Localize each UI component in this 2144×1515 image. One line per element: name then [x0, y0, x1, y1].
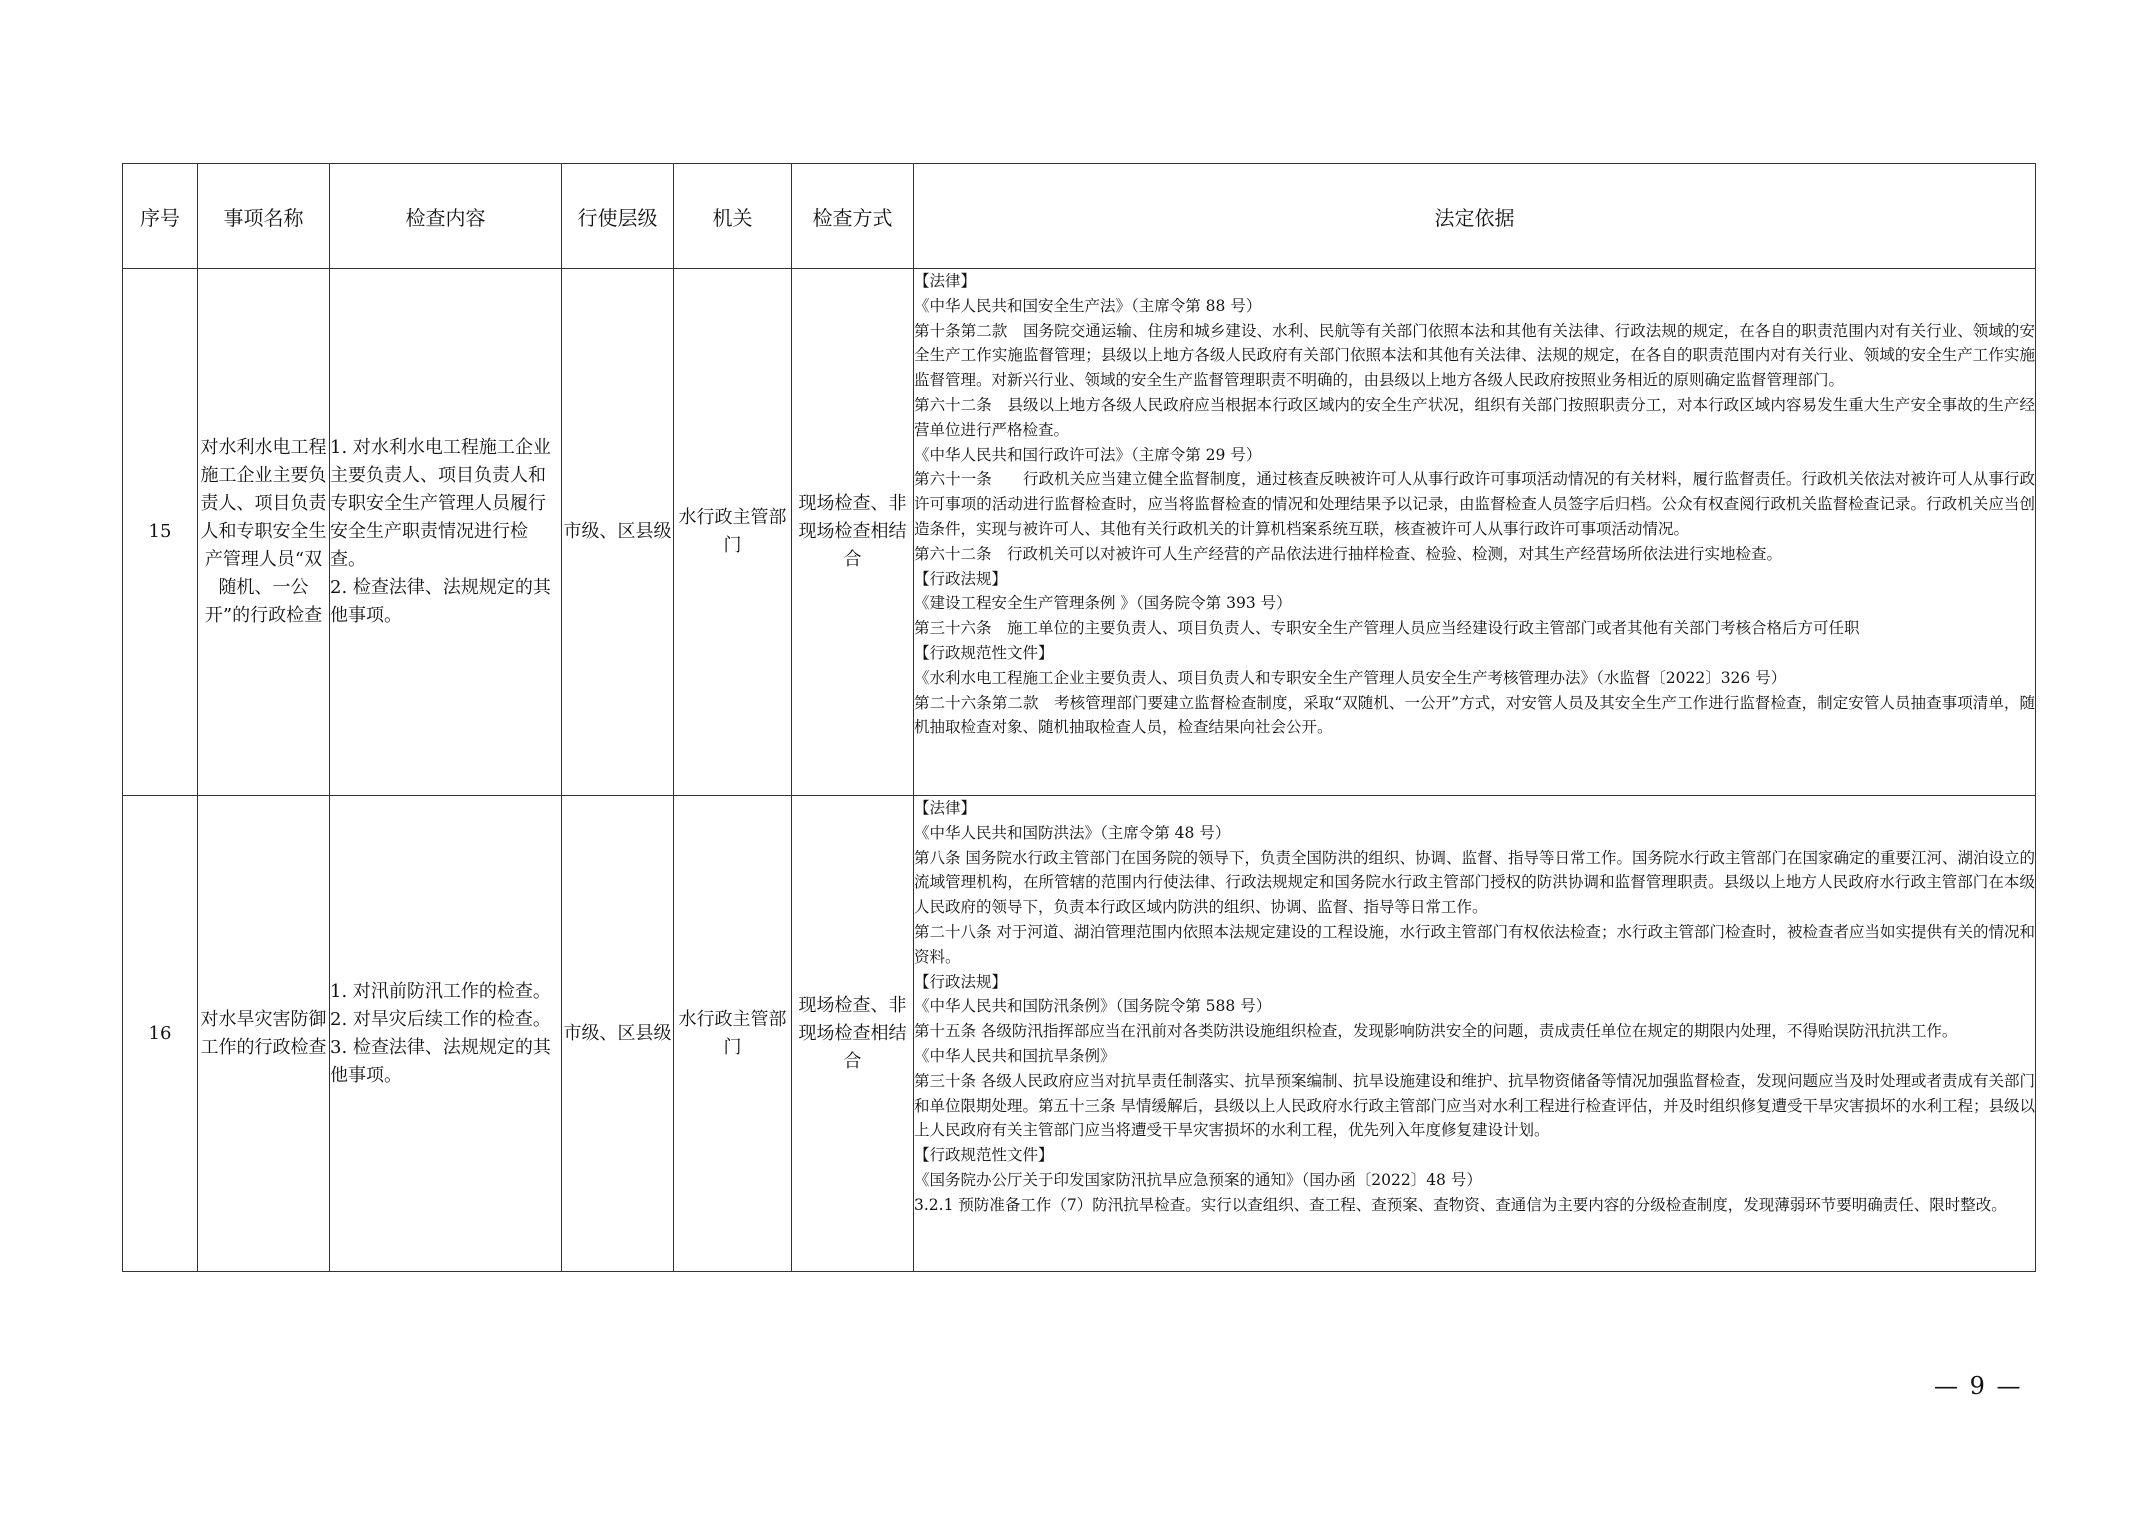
basis-line: 第六十二条 县级以上地方各级人民政府应当根据本行政区域内的安全生产状况，组织有关部门按照职责分工，对本行政区域内容易发生重大生产安全事故的生产经营单位进行严格检查。	[914, 395, 2035, 439]
row-level: 市级、区县级	[562, 796, 674, 1272]
header-agency: 机关	[674, 164, 792, 269]
row-name: 对水旱灾害防御工作的行政检查	[198, 796, 330, 1272]
basis-line: 《中华人民共和国行政许可法》（主席令第 29 号）	[914, 445, 1262, 464]
basis-line: 《水利水电工程施工企业主要负责人、项目负责人和专职安全生产管理人员安全生产考核管理办法》（水监督〔2022〕326 号）	[914, 668, 1787, 687]
basis-line: 【行政规范性文件】	[914, 1146, 1054, 1165]
header-content: 检查内容	[330, 164, 562, 269]
row-name: 对水利水电工程施工企业主要负责人、项目负责人和专职安全生产管理人员“双随机、一公开”的行政检查	[198, 269, 330, 796]
basis-line: 《中华人民共和国防汛条例》（国务院令第 588 号）	[914, 997, 1272, 1016]
row-method: 现场检查、非现场检查相结合	[792, 796, 914, 1272]
basis-line: 【法律】	[914, 799, 977, 817]
row-method: 现场检查、非现场检查相结合	[792, 269, 914, 796]
header-name: 事项名称	[198, 164, 330, 269]
content-item: 3. 检查法律、法规规定的其他事项。	[330, 1036, 551, 1086]
basis-line: 第二十八条 对于河道、湖泊管理范围内依照本法规定建设的工程设施，水行政主管部门有权依法检查；水行政主管部门检查时，被检查者应当如实提供有关的情况和资料。	[914, 922, 2035, 966]
basis-line: 《中华人民共和国安全生产法》（主席令第 88 号）	[914, 296, 1262, 315]
basis-line: 第八条 国务院水行政主管部门在国务院的领导下，负责全国防洪的组织、协调、监督、指导等日常工作。国务院水行政主管部门在国家确定的重要江河、湖泊设立的流域管理机构，在所管辖的范围内行使法律、行政法规规定和国务院水行政主管部门授权的防洪协调和监督管理职责。县级以上地方人民政府水行政主管部门在本级人民政府的领导下，负责本行政区域内防洪的组织、协调、监督、指导等日常工作。	[914, 848, 2035, 917]
table-row	[123, 796, 2036, 1272]
basis-line: 【行政法规】	[914, 569, 1008, 588]
basis-line: 3.2.1 预防准备工作（7）防汛抗旱检查。实行以查组织、查工程、查预案、查物资、查通信为主要内容的分级检查制度，发现薄弱环节要明确责任、限时整改。	[914, 1195, 2007, 1214]
basis-line: 《中华人民共和国防洪法》（主席令第 48 号）	[914, 823, 1231, 842]
header-basis: 法定依据	[914, 164, 2036, 269]
content-item: 2. 对旱灾后续工作的检查。	[330, 1008, 551, 1030]
content-item: 2. 检查法律、法规规定的其他事项。	[330, 577, 551, 626]
row-level: 市级、区县级	[562, 269, 674, 796]
basis-line: 【行政规范性文件】	[914, 643, 1054, 662]
header-level: 行使层级	[562, 164, 674, 269]
basis-line: 《国务院办公厅关于印发国家防汛抗旱应急预案的通知》（国办函〔2022〕48 号）	[914, 1170, 1482, 1189]
basis-line: 第六十二条 行政机关可以对被许可人生产经营的产品依法进行抽样检查、检验、检测，对其生产经营场所依法进行实地检查。	[914, 544, 1783, 563]
basis-line: 【行政法规】	[914, 972, 1008, 991]
basis-line: 第三十条 各级人民政府应当对抗旱责任制落实、抗旱预案编制、抗旱设施建设和维护、抗旱物资储备等情况加强监督检查，发现问题应当及时处理或者责成有关部门和单位限期处理。第五十三条 旱情缓解后，县级以上人民政府水行政主管部门应当对水利工程进行检查评估，并及时组织修复遭受干旱灾害损坏的水利工程；县级以上人民政府有关主管部门应当将遭受干旱灾害损坏的水利工程，优先列入年度修复建设计划。	[914, 1071, 2035, 1140]
content-item: 1. 对水利水电工程施工企业主要负责人、项目负责人和专职安全生产管理人员履行安全生产职责情况进行检查。	[330, 437, 551, 570]
basis-line: 第六十一条 行政机关应当建立健全监督制度，通过核查反映被许可人从事行政许可事项活动情况的有关材料，履行监督责任。行政机关依法对被许可人从事行政许可事项的活动进行监督检查时，应当将监督检查的情况和处理结果予以记录，由监督检查人员签字后归档。公众有权查阅行政机关监督检查记录。行政机关应当创造条件，实现与被许可人、其他有关行政机关的计算机档案系统互联，核查被许可人从事行政许可事项活动情况。	[914, 470, 2035, 538]
row-basis	[914, 269, 2036, 796]
basis-line: 第三十六条 施工单位的主要负责人、项目负责人、专职安全生产管理人员应当经建设行政主管部门或者其他有关部门考核合格后方可任职	[914, 619, 1860, 638]
basis-line: 《建设工程安全生产管理条例 》（国务院令第 393 号）	[914, 594, 1292, 613]
row-content	[330, 269, 562, 796]
table-row	[123, 269, 2036, 796]
basis-line: 《中华人民共和国抗旱条例》	[914, 1046, 1116, 1065]
row-agency: 水行政主管部门	[674, 796, 792, 1272]
content-item: 1. 对汛前防汛工作的检查。	[330, 980, 551, 1002]
header-method: 检查方式	[792, 164, 914, 269]
row-content	[330, 796, 562, 1272]
basis-line: 【法律】	[914, 272, 977, 290]
row-seq: 15	[123, 269, 198, 796]
inspection-table	[122, 163, 2036, 1272]
header-seq: 序号	[123, 164, 198, 269]
row-basis	[914, 796, 2036, 1272]
row-agency: 水行政主管部门	[674, 269, 792, 796]
basis-line: 第十条第二款 国务院交通运输、住房和城乡建设、水利、民航等有关部门依照本法和其他有关法律、行政法规的规定，在各自的职责范围内对有关行业、领域的安全生产工作实施监督管理；县级以上地方各级人民政府有关部门依照本法和其他有关法律、法规的规定，在各自的职责范围内对有关行业、领域的安全生产工作实施监督管理。对新兴行业、领域的安全生产监督管理职责不明确的，由县级以上地方各级人民政府按照业务相近的原则确定监督管理部门。	[914, 321, 2035, 390]
basis-line: 第十五条 各级防汛指挥部应当在汛前对各类防洪设施组织检查，发现影响防洪安全的问题，责成责任单位在规定的期限内处理，不得贻误防汛抗洪工作。	[914, 1022, 1958, 1041]
header-row	[123, 164, 2036, 269]
row-seq: 16	[123, 796, 198, 1272]
basis-line: 第二十六条第二款 考核管理部门要建立监督检查制度，采取“双随机、一公开”方式，对安管人员及其安全生产工作进行监督检查，制定安管人员抽查事项清单，随机抽取检查对象、随机抽取检查人员，检查结果向社会公开。	[914, 693, 2035, 737]
page-number: — 9 —	[1934, 1372, 2023, 1400]
